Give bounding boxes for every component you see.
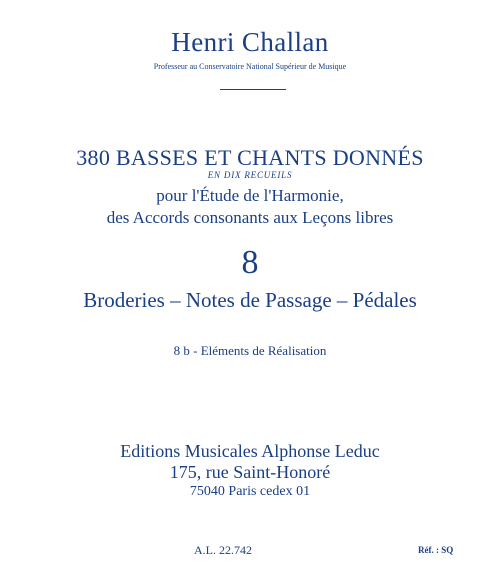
volume-part: 8 b - Eléments de Réalisation <box>173 343 327 358</box>
reference-code: Réf. : SQ <box>418 545 454 555</box>
divider-rule <box>220 89 286 90</box>
author-name: Henri Challan <box>171 27 329 57</box>
collection-note: EN DIX RECUEILS <box>207 170 293 180</box>
author-affiliation: Professeur au Conservatoire National Supérieur de Musique <box>153 62 347 71</box>
publisher-city: 75040 Paris cedex 01 <box>189 484 311 499</box>
publisher-street: 175, rue Saint-Honoré <box>169 462 331 482</box>
subtitle-line-1: pour l'Étude de l'Harmonie, <box>156 186 344 205</box>
catalog-number: A.L. 22.742 <box>194 543 252 557</box>
subtitle-line-2: des Accords consonants aux Leçons libres <box>106 208 394 227</box>
volume-topics: Broderies – Notes de Passage – Pédales <box>83 288 417 312</box>
work-title: 380 BASSES ET CHANTS DONNÉS <box>76 145 424 170</box>
publisher-name: Editions Musicales Alphonse Leduc <box>120 441 380 461</box>
volume-number: 8 <box>241 244 259 281</box>
